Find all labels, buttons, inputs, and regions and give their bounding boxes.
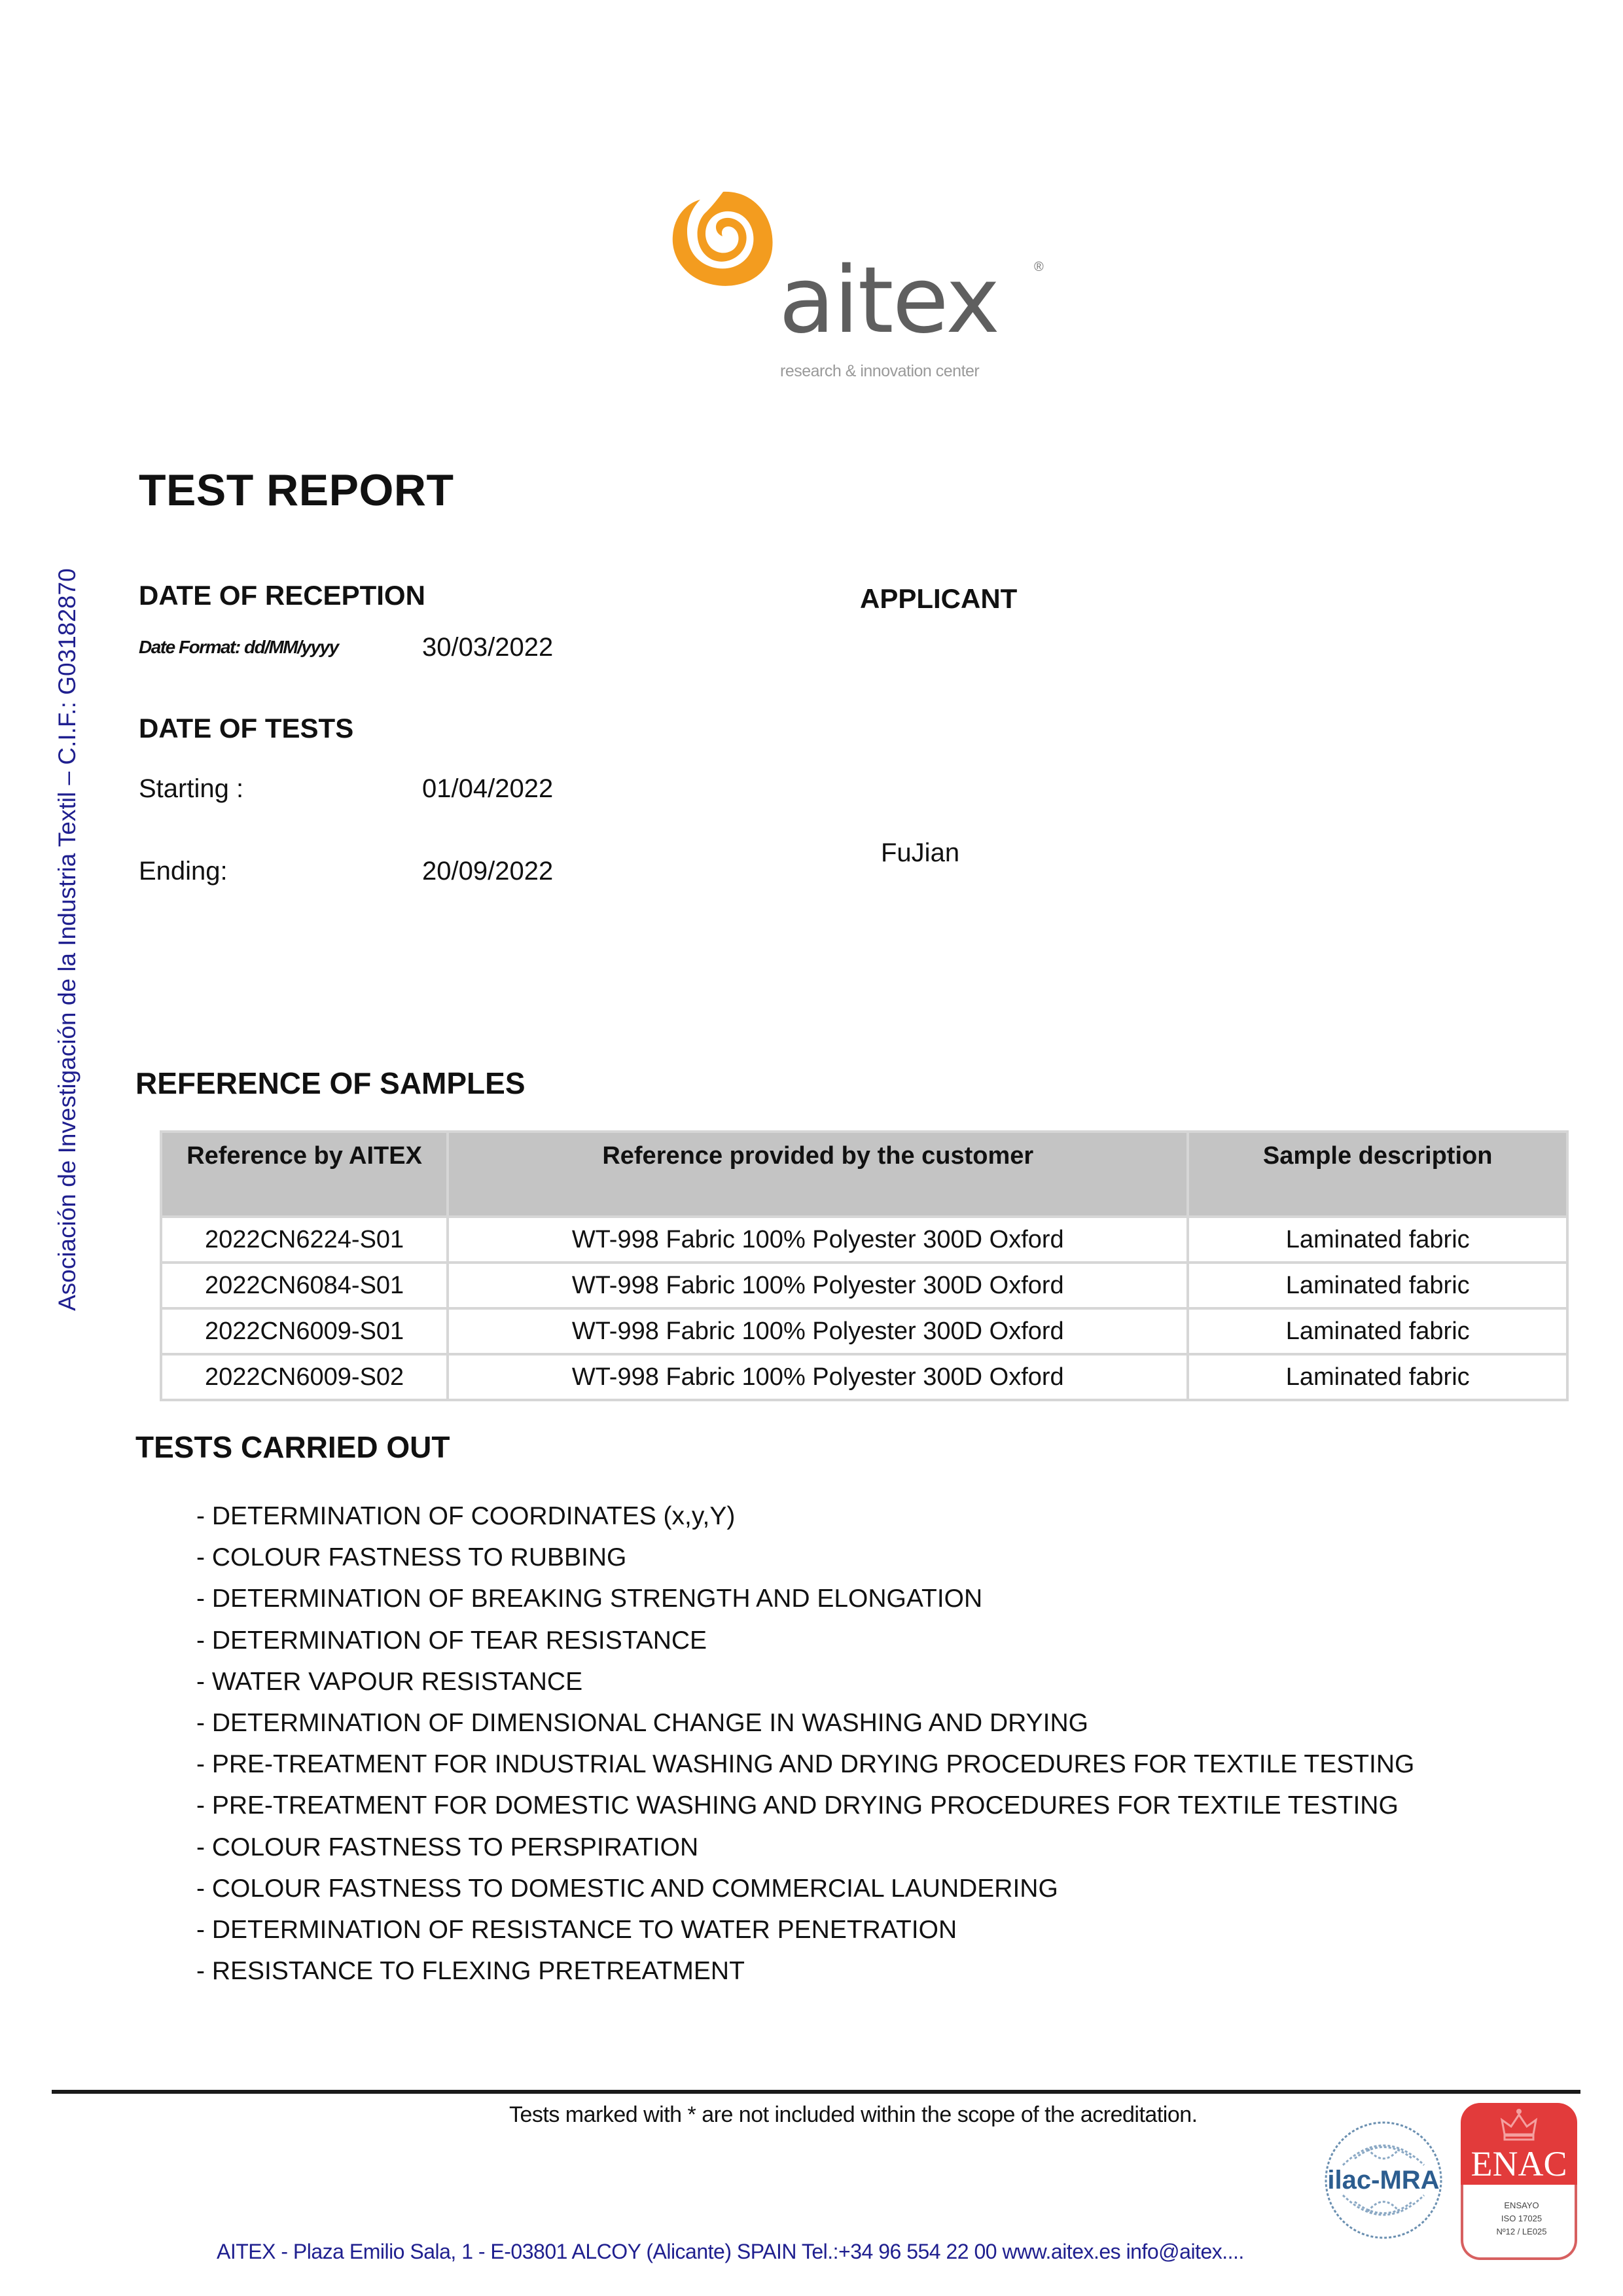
tests-dates-heading: DATE OF TESTS bbox=[139, 713, 354, 744]
list-item: - DETERMINATION OF TEAR RESISTANCE bbox=[196, 1626, 707, 1655]
enac-logo bbox=[1461, 2103, 1577, 2260]
description-cell: Laminated fabric bbox=[1188, 1263, 1567, 1308]
tests-list bbox=[196, 1496, 1414, 1992]
list-item: - COLOUR FASTNESS TO RUBBING bbox=[196, 1543, 627, 1572]
table-row bbox=[161, 1354, 1567, 1400]
list-item: - PRE-TREATMENT FOR INDUSTRIAL WASHING AND DRYING PROCEDURES FOR TEXTILE TESTING bbox=[196, 1750, 1415, 1779]
aitex-logo bbox=[668, 187, 1073, 396]
ilac-mra-logo bbox=[1323, 2119, 1444, 2241]
customer-ref-cell: WT-998 Fabric 100% Polyester 300D Oxford bbox=[448, 1308, 1188, 1354]
enac-white-panel bbox=[1461, 2185, 1577, 2260]
footer-divider bbox=[52, 2090, 1580, 2094]
tests-heading: TESTS CARRIED OUT bbox=[135, 1430, 450, 1464]
enac-wordmark: ENAC bbox=[1471, 2144, 1567, 2183]
customer-ref-cell: WT-998 Fabric 100% Polyester 300D Oxford bbox=[448, 1354, 1188, 1400]
table-row bbox=[161, 1308, 1567, 1354]
list-item: - DETERMINATION OF DIMENSIONAL CHANGE IN WASHING AND DRYING bbox=[196, 1708, 1088, 1737]
table-row bbox=[161, 1263, 1567, 1308]
ending-date: 20/09/2022 bbox=[422, 857, 554, 886]
aitex-ref-cell: 2022CN6009-S02 bbox=[161, 1354, 448, 1400]
applicant-location: FuJian bbox=[881, 838, 960, 867]
aitex-ref-cell: 2022CN6084-S01 bbox=[161, 1263, 448, 1308]
crown-icon bbox=[1499, 2108, 1539, 2142]
enac-line: ISO 17025 bbox=[1501, 2214, 1543, 2223]
accreditation-note: Tests marked with * are not included within the scope of the acreditation. bbox=[509, 2102, 1198, 2127]
reception-date: 30/03/2022 bbox=[422, 633, 554, 662]
list-item: - DETERMINATION OF RESISTANCE TO WATER PENETRATION bbox=[196, 1915, 957, 1944]
column-header-aitex-ref: Reference by AITEX bbox=[161, 1132, 448, 1217]
vertical-association-text: Asociación de Investigación de la Industria Textil – C.I.F.: G03182870 bbox=[54, 568, 80, 1311]
footer-address: AITEX - Plaza Emilio Sala, 1 - E-03801 ALCOY (Alicante) SPAIN Tel.:+34 96 554 22 00 www.aitex.es info@aitex.... bbox=[217, 2240, 1244, 2263]
ilac-mra-seal-icon bbox=[1323, 2119, 1444, 2241]
ending-label: Ending: bbox=[139, 857, 228, 886]
starting-date: 01/04/2022 bbox=[422, 774, 554, 803]
samples-heading: REFERENCE OF SAMPLES bbox=[135, 1066, 526, 1100]
aitex-ref-cell: 2022CN6009-S01 bbox=[161, 1308, 448, 1354]
table-header-row bbox=[161, 1132, 1567, 1217]
table-row bbox=[161, 1217, 1567, 1263]
ilac-logo-text: ilac-MRA bbox=[1327, 2166, 1440, 2195]
enac-red-panel bbox=[1461, 2103, 1577, 2185]
customer-ref-cell: WT-998 Fabric 100% Polyester 300D Oxford bbox=[448, 1263, 1188, 1308]
reception-heading: DATE OF RECEPTION bbox=[139, 580, 425, 611]
column-header-description: Sample description bbox=[1188, 1132, 1567, 1217]
logo-tagline: research & innovation center bbox=[780, 362, 980, 380]
samples-table bbox=[160, 1130, 1569, 1401]
column-header-customer-ref: Reference provided by the customer bbox=[448, 1132, 1188, 1217]
registered-mark: ® bbox=[1034, 260, 1044, 274]
starting-label: Starting : bbox=[139, 774, 244, 803]
page-title: TEST REPORT bbox=[139, 465, 454, 515]
list-item: - RESISTANCE TO FLEXING PRETREATMENT bbox=[196, 1957, 745, 1986]
list-item: - PRE-TREATMENT FOR DOMESTIC WASHING AND DRYING PROCEDURES FOR TEXTILE TESTING bbox=[196, 1791, 1399, 1820]
list-item: - COLOUR FASTNESS TO PERSPIRATION bbox=[196, 1833, 699, 1861]
enac-line: ENSAYO bbox=[1504, 2200, 1539, 2210]
description-cell: Laminated fabric bbox=[1188, 1308, 1567, 1354]
aitex-swirl-icon bbox=[668, 187, 779, 291]
enac-line: Nº12 / LE025 bbox=[1496, 2227, 1547, 2236]
list-item: - WATER VAPOUR RESISTANCE bbox=[196, 1667, 583, 1696]
description-cell: Laminated fabric bbox=[1188, 1354, 1567, 1400]
customer-ref-cell: WT-998 Fabric 100% Polyester 300D Oxford bbox=[448, 1217, 1188, 1263]
list-item: - DETERMINATION OF COORDINATES (x,y,Y) bbox=[196, 1502, 736, 1530]
description-cell: Laminated fabric bbox=[1188, 1217, 1567, 1263]
list-item: - COLOUR FASTNESS TO DOMESTIC AND COMMERCIAL LAUNDERING bbox=[196, 1874, 1058, 1903]
list-item: - DETERMINATION OF BREAKING STRENGTH AND ELONGATION bbox=[196, 1585, 983, 1613]
aitex-ref-cell: 2022CN6224-S01 bbox=[161, 1217, 448, 1263]
applicant-heading: APPLICANT bbox=[860, 583, 1018, 614]
logo-wordmark: aitex bbox=[779, 247, 999, 354]
date-format-label: Date Format: dd/MM/yyyy bbox=[139, 637, 338, 657]
